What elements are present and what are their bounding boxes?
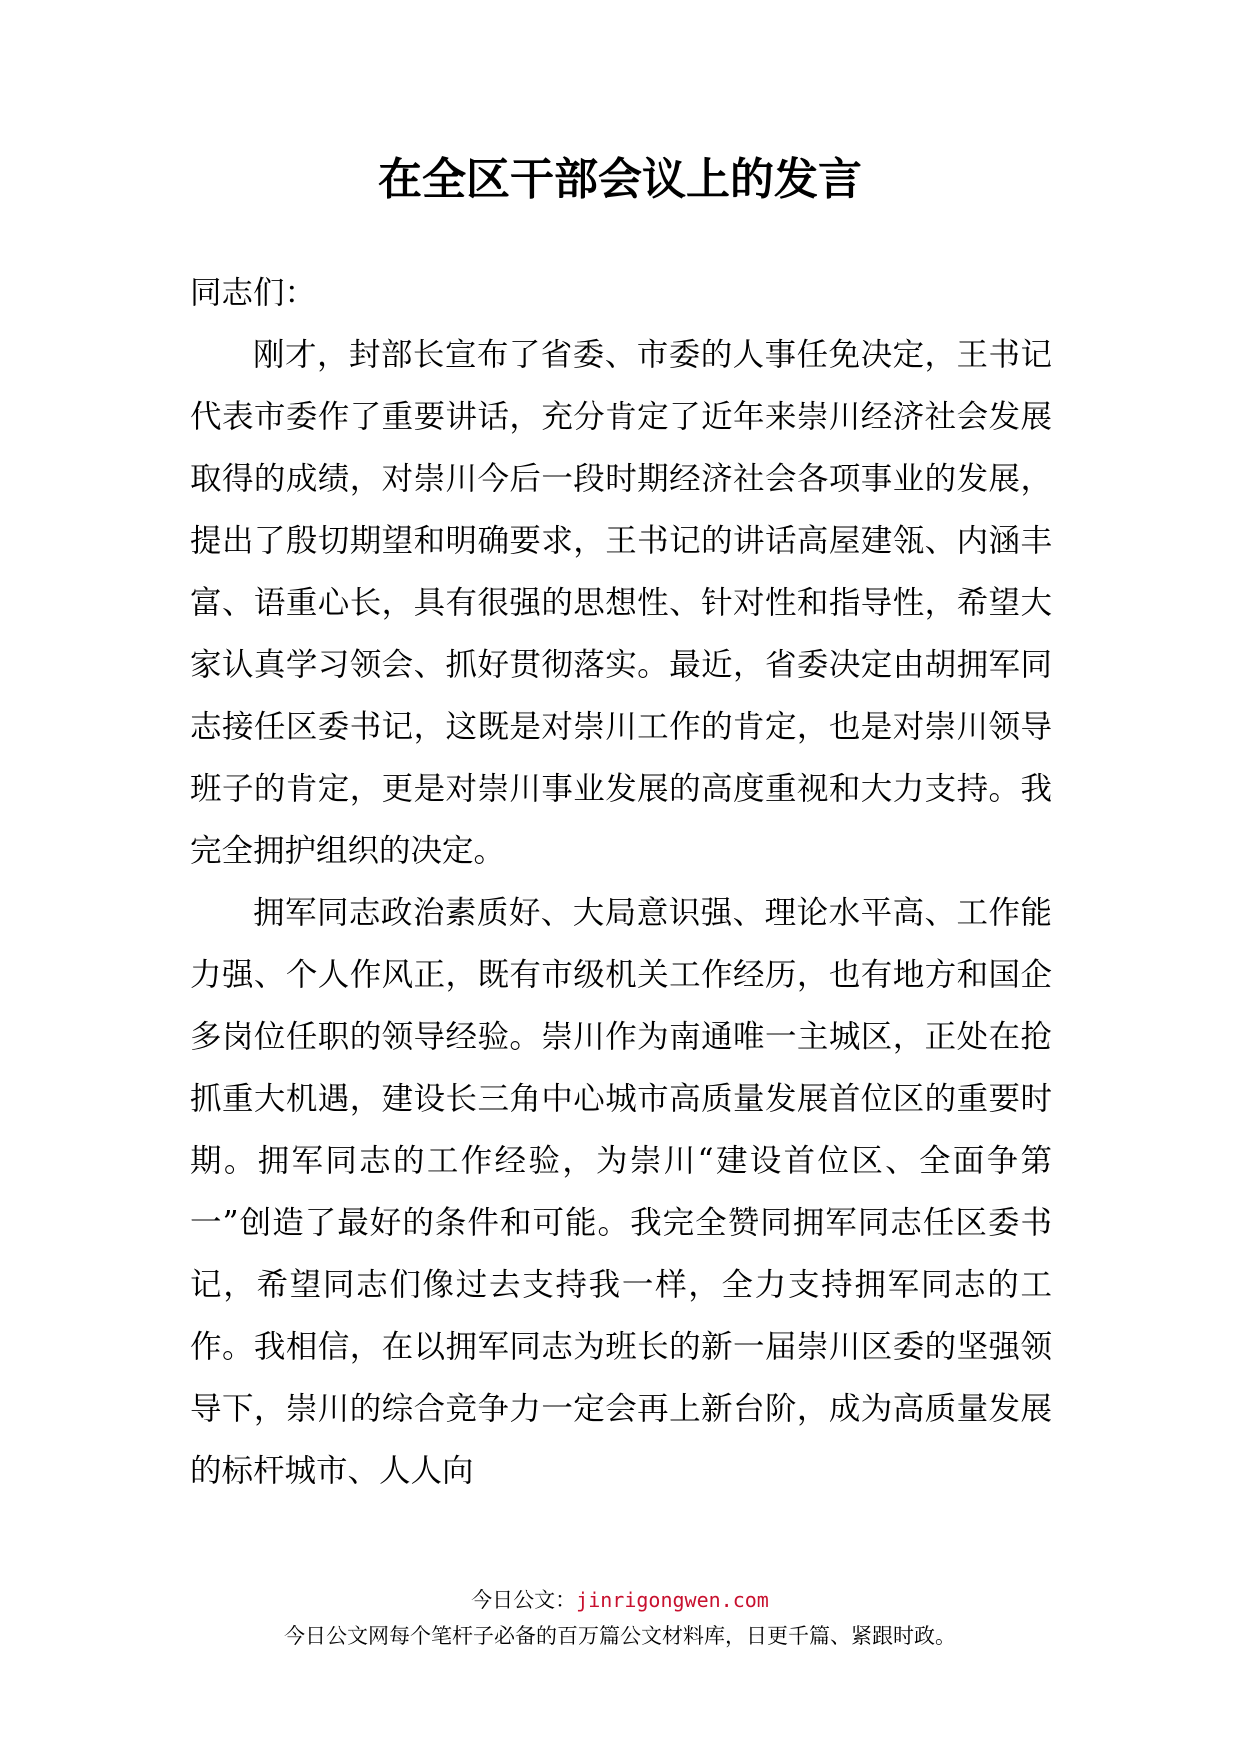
document-body <box>190 262 1052 1502</box>
page-title: 在全区干部会议上的发言 <box>378 154 862 205</box>
footer-slogan: 今日公文网每个笔杆子必备的百万篇公文材料库，日更千篇、紧跟时政。 <box>284 1624 956 1648</box>
footer-site-line <box>0 1584 1240 1614</box>
footer-site-url-link[interactable]: jinrigongwen.com <box>576 1588 769 1612</box>
footer-site-label: 今日公文： <box>471 1588 577 1612</box>
paragraph-2: 拥军同志政治素质好、大局意识强、理论水平高、工作能力强、个人作风正，既有市级机关工作经历，也有地方和国企多岗位任职的领导经验。崇川作为南通唯一主城区，正处在抢抓重大机遇，建设长三角中心城市高质量发展首位区的重要时期。拥军同志的工作经验，为崇川“建设首位区、全面争第一”创造了最好的条件和可能。我完全赞同拥军同志任区委书记，希望同志们像过去支持我一样，全力支持拥军同志的工作。我相信，在以拥军同志为班长的新一届崇川区委的坚强领导下，崇川的综合竞争力一定会再上新台阶，成为高质量发展的标杆城市、人人向 <box>190 895 1052 1489</box>
paragraph-1: 刚才，封部长宣布了省委、市委的人事任免决定，王书记代表市委作了重要讲话，充分肯定了近年来崇川经济社会发展取得的成绩，对崇川今后一段时期经济社会各项事业的发展，提出了殷切期望和明确要求，王书记的讲话高屋建瓴、内涵丰富、语重心长，具有很强的思想性、针对性和指导性，希望大家认真学习领会、抓好贯彻落实。最近，省委决定由胡拥军同志接任区委书记，这既是对崇川工作的肯定，也是对崇川领导班子的肯定，更是对崇川事业发展的高度重视和大力支持。我完全拥护组织的决定。 <box>190 337 1052 869</box>
salutation: 同志们： <box>190 275 317 311</box>
